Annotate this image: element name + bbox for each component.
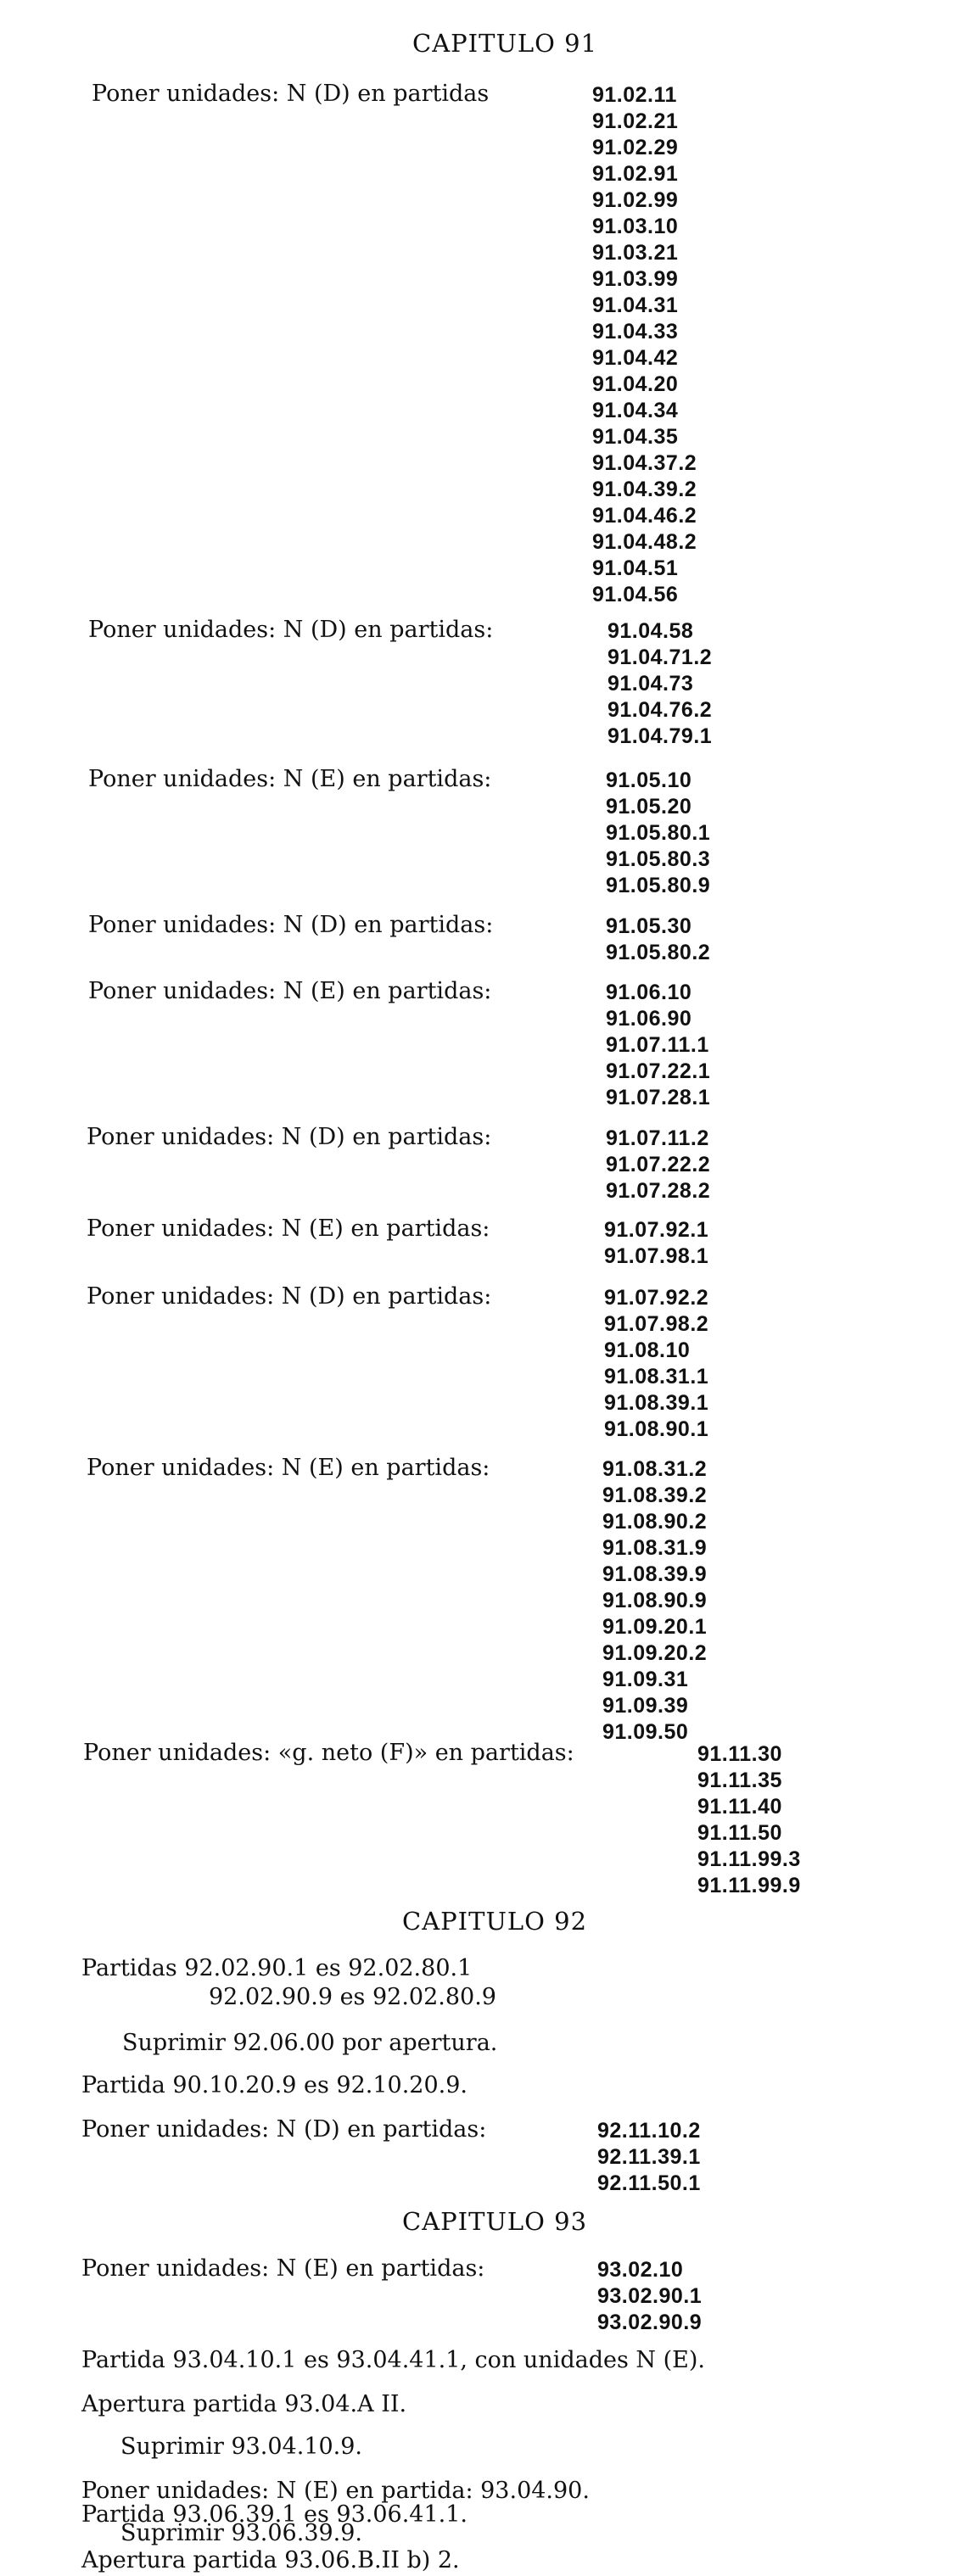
ch92-partida: Partida 90.10.20.9 es 92.10.20.9. xyxy=(81,2072,468,2098)
partida-code: 91.03.99 xyxy=(592,267,679,291)
partida-code: 91.05.10 xyxy=(606,768,692,792)
partida-code: 91.04.48.2 xyxy=(592,530,697,554)
partida-code: 91.09.39 xyxy=(602,1694,689,1718)
partida-code: 91.07.28.1 xyxy=(606,1086,711,1109)
partida-code: 91.11.35 xyxy=(697,1769,782,1792)
partida-code: 91.02.91 xyxy=(592,162,679,186)
partida-code: 91.07.98.1 xyxy=(604,1244,709,1268)
partida-code: 91.04.76.2 xyxy=(607,698,713,722)
ch91-block-2-label: Poner unidades: N (D) en partidas: xyxy=(88,617,494,643)
partida-code: 91.04.56 xyxy=(592,583,679,606)
partida-code: 91.02.11 xyxy=(592,83,677,107)
partida-code: 91.07.22.2 xyxy=(606,1153,711,1176)
partida-code: 91.04.42 xyxy=(592,346,679,370)
ch93-line-3: Suprimir 93.04.10.9. xyxy=(120,2434,363,2460)
partida-code: 91.04.33 xyxy=(592,320,679,344)
ch93-block-label: Poner unidades: N (E) en partidas: xyxy=(81,2255,485,2282)
partida-code: 91.02.99 xyxy=(592,188,679,212)
partida-code: 91.05.80.3 xyxy=(606,847,711,871)
chapter-91-title: CAPITULO 91 xyxy=(412,29,598,58)
partida-code: 91.07.92.2 xyxy=(604,1286,709,1310)
ch93-line-6: Suprimir 93.06.39.9. xyxy=(120,2520,363,2546)
partida-code: 91.08.90.2 xyxy=(602,1510,708,1534)
partida-code: 91.04.46.2 xyxy=(592,504,697,528)
partida-code: 91.04.58 xyxy=(607,619,694,643)
ch91-block-10-label: Poner unidades: «g. neto (F)» en partidas: xyxy=(83,1740,574,1766)
ch92-block-label: Poner unidades: N (D) en partidas: xyxy=(81,2116,487,2143)
partida-code: 91.08.39.2 xyxy=(602,1484,708,1507)
partida-code: 91.05.80.1 xyxy=(606,821,711,845)
partida-code: 91.04.79.1 xyxy=(607,724,713,748)
partida-code: 91.05.30 xyxy=(606,914,692,938)
partida-code: 91.11.50 xyxy=(697,1821,782,1845)
partida-code: 91.04.37.2 xyxy=(592,451,697,475)
partida-code: 91.04.39.2 xyxy=(592,478,697,501)
ch92-suprimir: Suprimir 92.06.00 por apertura. xyxy=(122,2030,498,2056)
partida-code: 91.04.51 xyxy=(592,556,679,580)
ch91-block-6-label: Poner unidades: N (D) en partidas: xyxy=(87,1124,492,1150)
partida-code: 91.04.31 xyxy=(592,293,679,317)
partida-code: 91.09.50 xyxy=(602,1720,689,1744)
partida-code: 91.08.31.2 xyxy=(602,1457,708,1481)
partida-code: 91.09.31 xyxy=(602,1668,689,1691)
ch93-line-1: Partida 93.04.10.1 es 93.04.41.1, con unidades N (E). xyxy=(81,2347,705,2373)
partida-code: 91.08.90.9 xyxy=(602,1589,708,1612)
partida-code: 91.08.31.1 xyxy=(604,1365,709,1389)
partida-code: 91.09.20.1 xyxy=(602,1615,708,1639)
partida-code: 92.11.50.1 xyxy=(597,2171,701,2195)
partida-code: 91.05.80.2 xyxy=(606,941,711,964)
partida-code: 91.11.40 xyxy=(697,1795,782,1819)
partida-code: 93.02.90.1 xyxy=(597,2284,703,2308)
partida-code: 91.05.80.9 xyxy=(606,874,711,897)
partida-code: 91.02.29 xyxy=(592,136,679,159)
partida-code: 91.07.98.2 xyxy=(604,1312,709,1336)
partida-code: 91.08.10 xyxy=(604,1338,691,1362)
ch91-block-1-label: Poner unidades: N (D) en partidas xyxy=(92,81,490,107)
ch91-block-4-label: Poner unidades: N (D) en partidas: xyxy=(88,912,494,938)
partida-code: 91.03.21 xyxy=(592,241,679,265)
partida-code: 91.11.30 xyxy=(697,1742,782,1766)
ch92-partidas-line-1: Partidas 92.02.90.1 es 92.02.80.1 xyxy=(81,1955,473,1981)
partida-code: 91.07.22.1 xyxy=(606,1059,711,1083)
ch91-block-8-label: Poner unidades: N (D) en partidas: xyxy=(87,1283,492,1310)
chapter-92-title: CAPITULO 92 xyxy=(402,1907,588,1936)
partida-code: 91.11.99.3 xyxy=(697,1847,801,1871)
partida-code: 91.04.35 xyxy=(592,425,679,449)
partida-code: 91.04.71.2 xyxy=(607,645,713,669)
partida-code: 91.04.34 xyxy=(592,399,679,422)
ch92-partidas-line-2: 92.02.90.9 es 92.02.80.9 xyxy=(209,1984,496,2010)
partida-code: 91.06.10 xyxy=(606,981,692,1004)
partida-code: 91.04.73 xyxy=(607,672,694,696)
partida-code: 92.11.10.2 xyxy=(597,2119,701,2143)
partida-code: 91.07.92.1 xyxy=(604,1218,709,1242)
ch93-line-5: Partida 93.06.39.1 es 93.06.41.1. xyxy=(81,2501,468,2528)
ch91-block-7-label: Poner unidades: N (E) en partidas: xyxy=(87,1215,490,1242)
partida-code: 91.11.99.9 xyxy=(697,1874,801,1897)
chapter-93-title: CAPITULO 93 xyxy=(402,2207,588,2236)
partida-code: 91.02.21 xyxy=(592,109,679,133)
partida-code: 91.05.20 xyxy=(606,795,692,819)
partida-code: 91.08.39.9 xyxy=(602,1562,708,1586)
partida-code: 93.02.10 xyxy=(597,2258,684,2282)
partida-code: 91.03.10 xyxy=(592,215,679,238)
partida-code: 91.08.31.9 xyxy=(602,1536,708,1560)
partida-code: 91.08.39.1 xyxy=(604,1391,709,1415)
ch93-line-4: Poner unidades: N (E) en partida: 93.04.90. xyxy=(81,2478,590,2504)
ch93-line-7: Apertura partida 93.06.B.II b) 2. xyxy=(81,2547,460,2573)
ch93-line-2: Apertura partida 93.04.A II. xyxy=(81,2391,407,2417)
ch91-block-5-label: Poner unidades: N (E) en partidas: xyxy=(88,978,492,1004)
partida-code: 91.09.20.2 xyxy=(602,1641,708,1665)
partida-code: 93.02.90.9 xyxy=(597,2311,703,2334)
partida-code: 91.07.11.2 xyxy=(606,1126,709,1150)
partida-code: 91.04.20 xyxy=(592,372,679,396)
partida-code: 92.11.39.1 xyxy=(597,2145,701,2169)
partida-code: 91.07.28.2 xyxy=(606,1179,711,1203)
ch91-block-3-label: Poner unidades: N (E) en partidas: xyxy=(88,766,492,792)
partida-code: 91.07.11.1 xyxy=(606,1033,709,1057)
ch91-block-9-label: Poner unidades: N (E) en partidas: xyxy=(87,1455,490,1481)
partida-code: 91.08.90.1 xyxy=(604,1417,709,1441)
partida-code: 91.06.90 xyxy=(606,1007,692,1031)
